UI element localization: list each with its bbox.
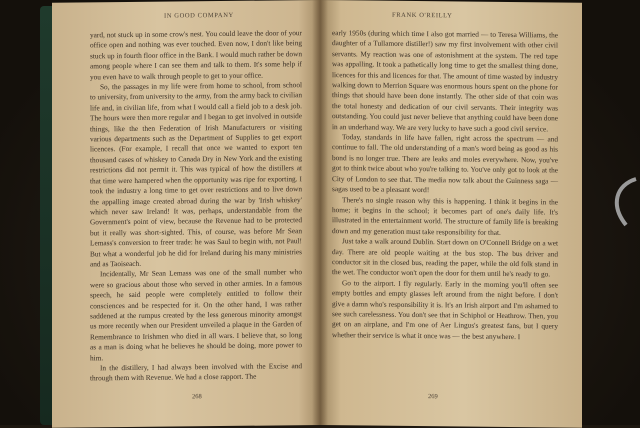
- paragraph: So, the passages in my life were from home to school, from school to university, from university to the army, from the army back to civilian life and, in civilian life, from what I would call a field job to a desk job. The hours were then more regular and I began to get involved in outside things, like the then Federation of Irish Manufacturers or visiting various departments such as the Department of Supplies to get export licences. (For example, I recall that once we wanted to export ten thousand cases of whiskey to Canada Dry in New York and the existing restrictions did not permit it. This was typical of how the distillers at that time were hampered when the opportunity was ripe for exporting. I took the industry a long time to get over restrictions and to live down the appalling image created abroad during the war by 'Irish whiskey' which never saw Ireland! It was, perhaps, understandable from the Government's point of view, because the Revenue had to be protected but it really was short-sighted. This, of course, was before Mr Sean Lemass's conversion to freer trade: he was Saul to begin with, not Paul! But what a wonderful job he did for Ireland during his many ministries and as Taoiseach.: [90, 80, 302, 269]
- right-page-body: [332, 28, 558, 343]
- paragraph: There's no single reason why this is happening. I think it begins in the home; it begins in the school; it becomes part of one's daily life. It's illustrated in the entertainment world. The structure of family life is breaking down and my generation must take responsibility for that.: [332, 194, 558, 237]
- metal-clip: [596, 175, 640, 235]
- right-page-number: 269: [428, 393, 438, 401]
- paragraph: In the distillery, I had always been involved with the Excise and through them with Revenue. We had a close rapport. The: [90, 361, 302, 383]
- left-page-number: 268: [192, 393, 202, 401]
- left-page-header: IN GOOD COMPANY: [164, 11, 234, 20]
- paragraph: Just take a walk around Dublin. Start down on O'Connell Bridge on a wet day. There are old people waiting at the bus stop. The bus driver and conductor sit in the closed bus, reading the paper, while the old folk stand in the wet. The conductor won't open the door for them until he's ready to go.: [332, 236, 558, 279]
- book-gutter-shadow: [312, 0, 328, 425]
- right-page-header: FRANK O'REILLY: [392, 11, 453, 20]
- left-page-body: [90, 28, 302, 384]
- paragraph: Go to the airport. I fly regularly. Early in the morning you'll often see empty bottles and empty glasses left around from the night before. I don't give a damn who's responsibility it is. It's an Irish airport and I'm ashamed to see such carelessness. You don't see that in Schiphol or Heathrow. Then, you get on an airplane, and I'm one of Aer Lingus's greatest fans, but I query whether their service is what it once was — the best anywhere. I: [332, 277, 558, 341]
- paragraph: Incidentally, Mr Sean Lemass was one of the small number who were so gracious about those who served in other armies. In a famous speech, he said people were completely entitled to follow their consciences and be respected for it. On the other hand, I was rather saddened at the rumpus created by the less generous minority amongst us more recently when our President unveiled a plaque in the Garden of Remembrance to Irishmen who died in all wars. I believe that, so long as a man is doing what he believes he should be doing, more power to him.: [90, 267, 302, 363]
- paragraph: early 1950s (during which time I also got married — to Teresa Williams, the daughter of a Tullamore distiller!) saw my first involvement with other civil servants. My reaction was one of astonishment at the system. The red tape was appalling. It took a pathetically long time to get the smallest thing done, licences for this and licences for that. The amount of time wasted by industry walking down to Merrion Square was enormous hours spent on the phone for things that should have been done instantly. The other side of that coin was the total honesty and dedication of our civil servants. Their integrity was outstanding. You could just never believe that anything could have been done in an underhand way. We are very lucky to have such a good civil service.: [332, 28, 558, 134]
- paragraph: yard, not stuck up in some crow's nest. You could leave the door of your office open and nothing was ever touched. Even now, I don't like being stuck up in fourth floor office in the Bank. I would much rather be down among people where I can see them and talk to them. It's some help if you even have to walk through people to get to your office.: [90, 28, 302, 82]
- left-page: [52, 0, 320, 428]
- right-page: [320, 0, 582, 428]
- paragraph: Today, standards in life have fallen, right across the spectrum — and continue to fall. The old understanding of a man's word being as good as his bond is no longer true. There are leaks and moles everywhere. Now, you've got to think twice about who you're talking to. You've only got to look at the City of London to see that. The media now talk about the Guinness saga — sagas used to be a pleasant word!: [332, 132, 558, 195]
